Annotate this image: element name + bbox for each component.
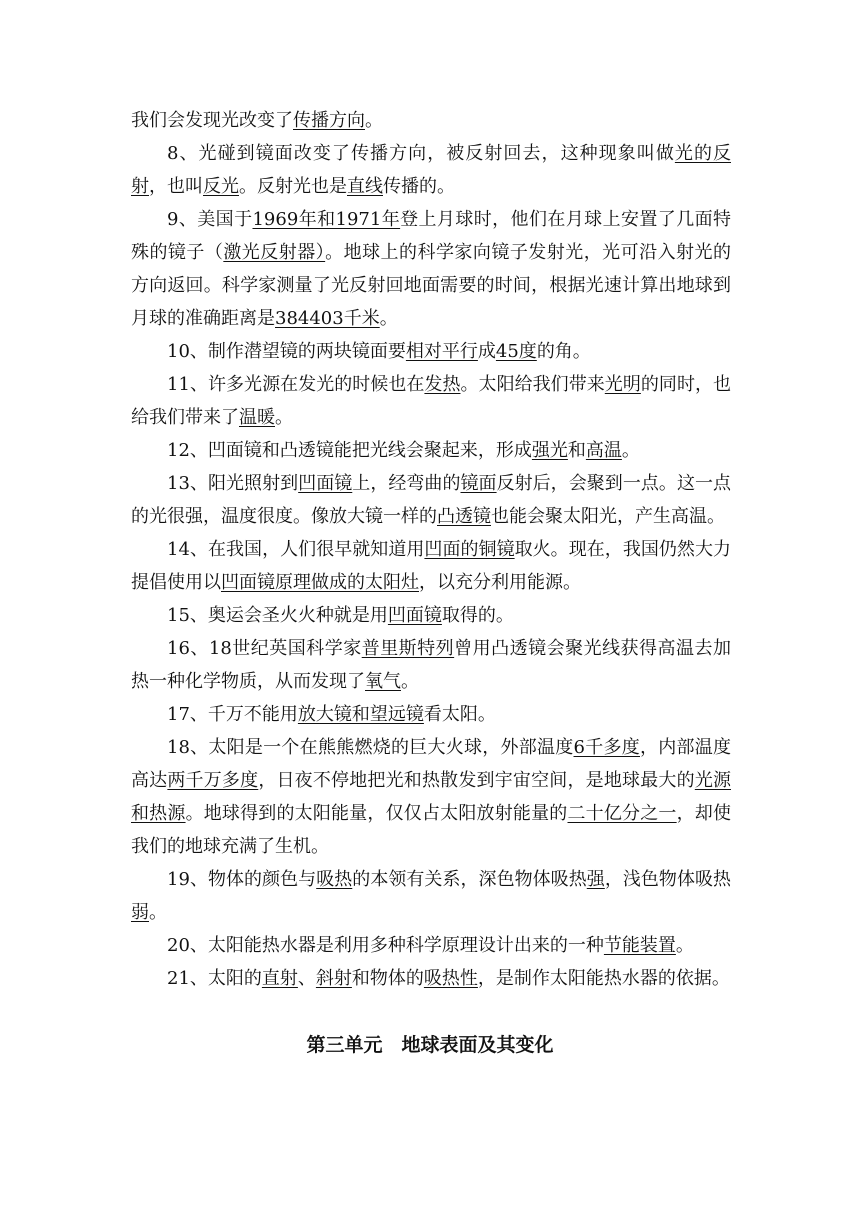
text-segment: ，浅色物体吸热 — [604, 869, 732, 890]
paragraph — [131, 368, 731, 434]
text-segment: 。 — [621, 440, 640, 461]
underlined-answer: 相对平行 — [405, 341, 478, 362]
underlined-answer: 氧气 — [365, 671, 401, 692]
underlined-answer: 两千万多度 — [167, 770, 259, 791]
body-text — [131, 104, 731, 995]
text-segment: ，也叫 — [149, 176, 203, 197]
text-segment: 。 — [149, 902, 167, 923]
text-segment: ，日夜不停地把光和热散发到宇宙空间，是地球最大的 — [258, 770, 695, 791]
text-segment: 16、18世纪英国科学家 — [167, 638, 362, 659]
underlined-answer: 凸透镜 — [437, 506, 491, 527]
paragraph — [131, 104, 731, 137]
paragraph — [131, 698, 731, 731]
underlined-answer: 传播方向 — [293, 110, 365, 131]
underlined-answer: 强 — [586, 869, 605, 890]
underlined-answer: 1969年和1971年 — [252, 209, 401, 230]
text-segment: 和 — [567, 440, 586, 461]
underlined-answer: 吸热 — [316, 869, 353, 890]
text-segment: 12、凹面镜和凸透镜能把光线会聚起来，形成 — [167, 440, 532, 461]
underlined-answer: 光明 — [604, 374, 641, 395]
text-segment: 和物体的 — [351, 968, 424, 989]
text-segment: 。太阳给我们带来 — [460, 374, 605, 395]
text-segment: 。 — [675, 935, 694, 956]
underlined-answer: 二十亿分之一 — [567, 803, 677, 824]
underlined-answer: 凹面镜 — [387, 605, 442, 626]
text-segment: ，却使我们的地球充满了生机。 — [131, 803, 731, 857]
text-segment: 11、许多光源在发光的时候也在 — [167, 374, 425, 395]
text-segment: 20、太阳能热水器是利用多种科学原理设计出来的一种 — [167, 935, 604, 956]
paragraph — [131, 731, 731, 863]
paragraph — [131, 203, 731, 335]
text-segment: 成 — [477, 341, 496, 362]
underlined-answer: 吸热性 — [423, 968, 478, 989]
paragraph — [131, 434, 731, 467]
text-segment: 的角。 — [536, 341, 591, 362]
text-segment: 15、奥运会圣火火种就是用 — [167, 605, 388, 626]
underlined-answer: 发热 — [424, 374, 461, 395]
underlined-answer: 45度 — [495, 341, 537, 362]
text-segment: 17、千万不能用 — [167, 704, 298, 725]
text-segment: 。 — [275, 407, 293, 428]
paragraph — [131, 929, 731, 962]
text-segment: 反射后，会聚到一点。这一点的光很强，温度很度。像放大镜一样的 — [131, 473, 732, 527]
underlined-answer: 斜射 — [315, 968, 352, 989]
text-segment: 曾用凸透镜会聚光线获得高温去加热一种化学物质，从而发现了 — [131, 638, 732, 692]
text-segment: 。 — [365, 110, 383, 131]
underlined-answer: 直线 — [347, 176, 383, 197]
text-segment: 。地球上的科学家向镜子发射光，光可沿入射光的方向返回。科学家测量了光反射回地面需要的时间，根据光速计算出地球到月球的准确距离是 — [131, 242, 731, 329]
unit-heading: 第三单元 地球表面及其变化 — [306, 1034, 554, 1056]
underlined-answer: 高温 — [585, 440, 622, 461]
text-segment: 18、太阳是一个在熊熊燃烧的巨大火球，外部温度 — [167, 737, 574, 758]
text-segment: 14、在我国，人们很早就知道用 — [167, 539, 425, 560]
underlined-answer: 普里斯特列 — [361, 638, 455, 659]
paragraph — [131, 632, 731, 698]
text-segment: 9、美国于 — [167, 209, 253, 230]
paragraph — [131, 962, 731, 995]
underlined-answer: 激光反射器） — [223, 242, 326, 263]
text-segment: 上，经弯曲的 — [352, 473, 461, 494]
text-segment: 看太阳。 — [423, 704, 496, 725]
text-segment: 。 — [401, 671, 419, 692]
paragraph — [131, 863, 731, 929]
underlined-answer: 节能装置 — [603, 935, 676, 956]
text-segment: 。地球得到的太阳能量，仅仅占太阳放射能量的 — [185, 803, 568, 824]
text-segment: 取得的。 — [441, 605, 514, 626]
text-segment: 13、阳光照射到 — [167, 473, 299, 494]
underlined-answer: 直射 — [261, 968, 298, 989]
underlined-answer: 光的反射 — [131, 143, 731, 197]
text-segment: 、 — [297, 968, 316, 989]
text-segment: ，内部温度高达 — [131, 737, 732, 791]
paragraph — [131, 467, 731, 533]
underlined-answer: 反光 — [203, 176, 239, 197]
text-segment: 8、光碰到镜面改变了传播方向，被反射回去，这种现象叫做 — [167, 143, 675, 164]
underlined-answer: 镜面 — [460, 473, 497, 494]
text-segment: 19、物体的颜色与 — [167, 869, 317, 890]
text-segment: 的本领有关系，深色物体吸热 — [352, 869, 587, 890]
text-segment: 登上月球时，他们在月球上安置了几面特殊的镜子（ — [131, 209, 731, 263]
text-segment: 我们会发现光改变了 — [131, 110, 293, 131]
underlined-answer: 弱 — [131, 902, 149, 923]
paragraph — [131, 335, 731, 368]
underlined-answer: 凹面镜 — [298, 473, 353, 494]
paragraph — [131, 533, 731, 599]
underlined-answer: 温暖 — [239, 407, 275, 428]
text-segment: 取火。现在，我国仍然大力提倡使用以 — [131, 539, 732, 593]
text-segment: 的同时，也给我们带来了 — [131, 374, 732, 428]
underlined-answer: 光源和热源 — [131, 770, 731, 824]
underlined-answer: 6千多度 — [573, 737, 640, 758]
underlined-answer: 强光 — [531, 440, 568, 461]
text-segment: ，以充分利用能源。 — [419, 572, 581, 593]
underlined-answer: 放大镜和望远镜 — [297, 704, 424, 725]
text-segment: 。反射光也是 — [239, 176, 347, 197]
paragraph — [131, 137, 731, 203]
text-segment: 。 — [379, 308, 398, 329]
underlined-answer: 384403千米 — [275, 308, 380, 329]
text-segment: 21、太阳的 — [167, 968, 262, 989]
paragraph — [131, 599, 731, 632]
underlined-answer: 凹面镜原理做成的太阳灶 — [221, 572, 419, 593]
text-segment: 10、制作潜望镜的两块镜面要 — [167, 341, 406, 362]
text-segment: 也能会聚太阳光，产生高温。 — [491, 506, 725, 527]
underlined-answer: 凹面的铜镜 — [424, 539, 515, 560]
text-segment: 传播的。 — [383, 176, 455, 197]
text-segment: ，是制作太阳能热水器的依据。 — [477, 968, 730, 989]
